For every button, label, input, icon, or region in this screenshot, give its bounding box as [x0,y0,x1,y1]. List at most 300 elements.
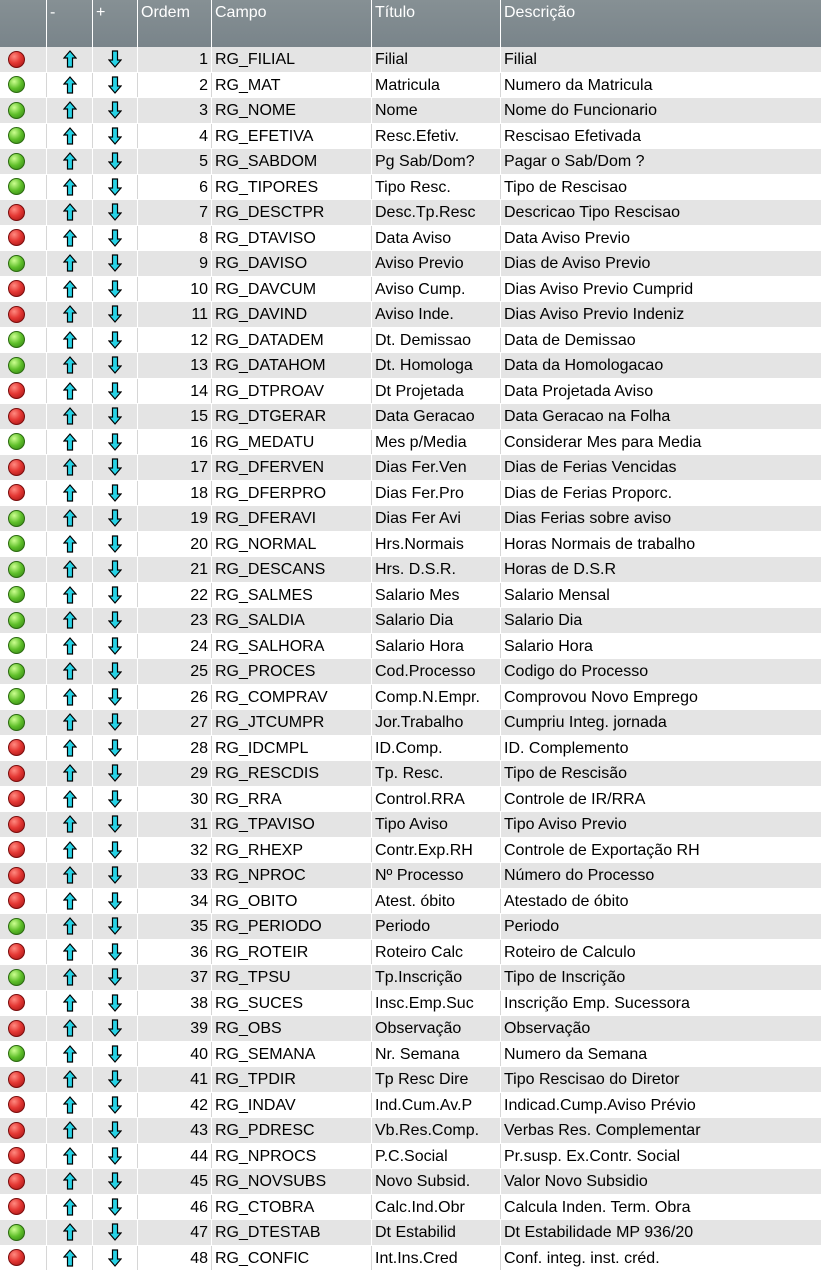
order-cell: 9 [138,251,212,276]
status-cell[interactable] [0,404,47,429]
table-row[interactable] [0,175,821,201]
order-cell: 42 [138,1093,212,1118]
status-cell[interactable] [0,557,47,582]
status-dot-icon [8,1224,25,1241]
field-cell: RG_RHEXP [212,838,372,863]
table-row[interactable] [0,659,821,685]
move-down-button[interactable] [93,251,138,276]
status-cell[interactable] [0,812,47,837]
table-row[interactable] [0,124,821,150]
arrow-down-icon [108,1249,122,1267]
table-row[interactable] [0,838,821,864]
description-cell: Controle de IR/RRA [504,790,646,808]
title-cell: Mes p/Media [372,430,501,455]
arrow-down-icon [108,815,122,833]
move-down-button[interactable] [93,685,138,710]
field-cell: RG_TPSU [212,965,372,990]
move-down-button[interactable] [93,175,138,200]
status-cell[interactable] [0,455,47,480]
status-cell[interactable] [0,659,47,684]
move-down-button[interactable] [93,226,138,251]
title-cell: Int.Ins.Cred [372,1246,501,1271]
move-down-button[interactable] [93,1067,138,1092]
move-up-button[interactable] [47,940,93,965]
move-down-button[interactable] [93,1246,138,1271]
status-cell[interactable] [0,1169,47,1194]
status-cell[interactable] [0,251,47,276]
move-up-button[interactable] [47,965,93,990]
move-down-button[interactable] [93,787,138,812]
arrow-down-icon [108,713,122,731]
move-up-button[interactable] [47,1246,93,1271]
move-down-button[interactable] [93,812,138,837]
status-cell[interactable] [0,940,47,965]
table-row[interactable] [0,583,821,609]
arrow-up-icon [63,305,77,323]
move-up-button[interactable] [47,685,93,710]
title-cell: Vb.Res.Comp. [372,1118,501,1143]
move-down-button[interactable] [93,736,138,761]
field-cell: RG_NORMAL [212,532,372,557]
move-up-button[interactable] [47,1169,93,1194]
status-cell[interactable] [0,991,47,1016]
order-cell: 24 [138,634,212,659]
status-cell[interactable] [0,1067,47,1092]
move-down-button[interactable] [93,1042,138,1067]
table-row[interactable] [0,787,821,813]
field-cell: RG_DTGERAR [212,404,372,429]
status-dot-icon [8,1020,25,1037]
status-cell[interactable] [0,634,47,659]
status-cell[interactable] [0,914,47,939]
arrow-down-icon [108,1121,122,1139]
arrow-up-icon [63,407,77,425]
move-down-button[interactable] [93,1144,138,1169]
move-down-button[interactable] [93,379,138,404]
arrow-up-icon [63,1070,77,1088]
status-cell[interactable] [0,1144,47,1169]
order-cell: 13 [138,353,212,378]
table-row[interactable] [0,557,821,583]
move-down-button[interactable] [93,1220,138,1245]
field-cell: RG_DFERPRO [212,481,372,506]
table-row[interactable] [0,940,821,966]
table-row[interactable] [0,251,821,277]
order-cell: 39 [138,1016,212,1041]
move-up-button[interactable] [47,481,93,506]
status-cell[interactable] [0,1118,47,1143]
status-cell[interactable] [0,787,47,812]
field-cell: RG_DAVCUM [212,277,372,302]
status-cell[interactable] [0,710,47,735]
table-row[interactable] [0,863,821,889]
arrow-up-icon [63,178,77,196]
move-down-button[interactable] [93,455,138,480]
table-row[interactable] [0,506,821,532]
arrow-up-icon [63,433,77,451]
status-cell[interactable] [0,761,47,786]
move-up-button[interactable] [47,251,93,276]
description-cell: Data Projetada Aviso [504,382,654,400]
description-cell: Dias de Ferias Vencidas [504,459,677,476]
column-header-field[interactable]: Campo [212,0,372,47]
status-dot-icon [8,790,25,807]
title-cell: Hrs. D.S.R. [372,557,501,582]
move-up-button[interactable] [47,761,93,786]
arrow-down-icon [108,662,122,680]
table-row[interactable] [0,98,821,124]
table-row[interactable] [0,889,821,915]
description-cell: Data Geracao na Folha [504,408,671,425]
arrow-up-icon [63,458,77,476]
title-cell: Comp.N.Empr. [372,685,501,710]
move-up-button[interactable] [47,736,93,761]
table-row[interactable] [0,710,821,736]
status-cell[interactable] [0,379,47,404]
move-down-button[interactable] [93,1195,138,1220]
status-cell[interactable] [0,736,47,761]
arrow-down-icon [108,917,122,935]
field-cell: RG_MAT [212,73,372,98]
field-cell: RG_DATAHOM [212,353,372,378]
order-cell: 6 [138,175,212,200]
move-up-button[interactable] [47,506,93,531]
status-cell[interactable] [0,175,47,200]
column-header-order[interactable]: Ordem [138,0,212,47]
status-dot-icon [8,1249,25,1266]
order-cell: 10 [138,277,212,302]
order-cell: 5 [138,149,212,174]
arrow-down-icon [108,866,122,884]
table-row[interactable] [0,736,821,762]
field-cell: RG_TPAVISO [212,812,372,837]
table-row[interactable] [0,277,821,303]
status-cell[interactable] [0,149,47,174]
column-header-plus[interactable]: + [93,0,138,47]
arrow-down-icon [108,229,122,247]
status-cell[interactable] [0,1042,47,1067]
move-up-button[interactable] [47,353,93,378]
table-row[interactable] [0,532,821,558]
move-up-button[interactable] [47,200,93,225]
table-row[interactable] [0,634,821,660]
move-down-button[interactable] [93,914,138,939]
move-down-button[interactable] [93,838,138,863]
table-row[interactable] [0,149,821,175]
move-up-button[interactable] [47,812,93,837]
table-row[interactable] [0,761,821,787]
move-down-button[interactable] [93,277,138,302]
order-cell: 3 [138,98,212,123]
move-down-button[interactable] [93,1093,138,1118]
description-cell: Periodo [504,918,560,935]
table-row[interactable] [0,455,821,481]
move-down-button[interactable] [93,710,138,735]
table-row[interactable] [0,302,821,328]
move-up-button[interactable] [47,455,93,480]
status-dot-icon [8,382,25,399]
table-row[interactable] [0,608,821,634]
table-row[interactable] [0,430,821,456]
description-cell: Dias de Aviso Previo [504,255,651,272]
status-cell[interactable] [0,73,47,98]
table-row[interactable] [0,1042,821,1068]
move-down-button[interactable] [93,328,138,353]
move-down-button[interactable] [93,1169,138,1194]
status-cell[interactable] [0,481,47,506]
table-row[interactable] [0,200,821,226]
move-up-button[interactable] [47,1093,93,1118]
status-dot-icon [8,1122,25,1139]
move-down-button[interactable] [93,634,138,659]
move-down-button[interactable] [93,965,138,990]
move-down-button[interactable] [93,532,138,557]
table-row[interactable] [0,914,821,940]
table-row[interactable] [0,353,821,379]
status-cell[interactable] [0,226,47,251]
status-dot-icon [8,408,25,425]
description-cell: Comprovou Novo Emprego [504,688,698,706]
column-header-status[interactable] [0,0,47,47]
arrow-up-icon [63,815,77,833]
table-row[interactable] [0,1195,821,1221]
status-cell[interactable] [0,1016,47,1041]
table-row[interactable] [0,328,821,354]
move-up-button[interactable] [47,73,93,98]
arrow-up-icon [63,356,77,374]
move-up-button[interactable] [47,1195,93,1220]
move-down-button[interactable] [93,889,138,914]
status-dot-icon [8,51,25,68]
arrow-down-icon [108,1172,122,1190]
move-down-button[interactable] [93,430,138,455]
move-up-button[interactable] [47,914,93,939]
arrow-down-icon [108,611,122,629]
status-cell[interactable] [0,965,47,990]
column-header-description[interactable]: Descrição [504,4,576,21]
status-cell[interactable] [0,1246,47,1271]
move-down-button[interactable] [93,1016,138,1041]
move-up-button[interactable] [47,710,93,735]
table-row[interactable] [0,685,821,711]
arrow-up-icon [63,968,77,986]
table-row[interactable] [0,1246,821,1272]
table-row[interactable] [0,1220,821,1246]
status-cell[interactable] [0,98,47,123]
move-up-button[interactable] [47,583,93,608]
field-cell: RG_NPROC [212,863,372,888]
status-cell[interactable] [0,532,47,557]
move-up-button[interactable] [47,991,93,1016]
field-cell: RG_CTOBRA [212,1195,372,1220]
arrow-up-icon [63,560,77,578]
table-row[interactable] [0,1118,821,1144]
field-cell: RG_TIPORES [212,175,372,200]
status-dot-icon [8,637,25,654]
move-up-button[interactable] [47,47,93,72]
description-cell: Horas Normais de trabalho [504,535,696,553]
title-cell: Observação [372,1016,501,1041]
move-up-button[interactable] [47,1042,93,1067]
move-down-button[interactable] [93,583,138,608]
table-row[interactable] [0,1016,821,1042]
move-down-button[interactable] [93,1118,138,1143]
move-down-button[interactable] [93,124,138,149]
arrow-down-icon [108,1019,122,1037]
status-dot-icon [8,280,25,297]
move-up-button[interactable] [47,863,93,888]
move-down-button[interactable] [93,608,138,633]
move-up-button[interactable] [47,838,93,863]
arrow-down-icon [108,509,122,527]
move-up-button[interactable] [47,98,93,123]
status-cell[interactable] [0,1093,47,1118]
move-down-button[interactable] [93,506,138,531]
description-cell: Pr.susp. Ex.Contr. Social [504,1147,681,1165]
move-up-button[interactable] [47,328,93,353]
move-up-button[interactable] [47,1220,93,1245]
field-cell: RG_CONFIC [212,1246,372,1271]
arrow-up-icon [63,1121,77,1139]
move-down-button[interactable] [93,200,138,225]
table-row[interactable] [0,1169,821,1195]
title-cell: Ind.Cum.Av.P [372,1093,501,1118]
move-down-button[interactable] [93,863,138,888]
table-row[interactable] [0,991,821,1017]
table-row[interactable] [0,1093,821,1119]
move-up-button[interactable] [47,1144,93,1169]
move-up-button[interactable] [47,175,93,200]
status-cell[interactable] [0,506,47,531]
move-up-button[interactable] [47,889,93,914]
order-cell: 40 [138,1042,212,1067]
arrow-down-icon [108,560,122,578]
table-row[interactable] [0,73,821,99]
move-up-button[interactable] [47,787,93,812]
status-cell[interactable] [0,302,47,327]
status-cell[interactable] [0,863,47,888]
status-dot-icon [8,255,25,272]
status-cell[interactable] [0,200,47,225]
order-cell: 12 [138,328,212,353]
status-cell[interactable] [0,277,47,302]
move-up-button[interactable] [47,659,93,684]
arrow-down-icon [108,994,122,1012]
title-cell: Pg Sab/Dom? [372,149,501,174]
column-header-minus[interactable]: - [47,0,93,47]
arrow-up-icon [63,1172,77,1190]
move-down-button[interactable] [93,761,138,786]
status-cell[interactable] [0,1220,47,1245]
move-down-button[interactable] [93,47,138,72]
description-cell: Dias de Ferias Proporc. [504,484,673,502]
move-down-button[interactable] [93,353,138,378]
description-cell: Tipo Aviso Previo [504,816,627,833]
table-row[interactable] [0,379,821,405]
move-down-button[interactable] [93,302,138,327]
move-up-button[interactable] [47,1067,93,1092]
arrow-down-icon [108,178,122,196]
move-down-button[interactable] [93,481,138,506]
description-cell: Conf. integ. inst. créd. [504,1249,660,1267]
status-dot-icon [8,357,25,374]
move-up-button[interactable] [47,226,93,251]
move-down-button[interactable] [93,73,138,98]
move-down-button[interactable] [93,557,138,582]
status-cell[interactable] [0,124,47,149]
field-cell: RG_ROTEIR [212,940,372,965]
order-cell: 18 [138,481,212,506]
move-up-button[interactable] [47,608,93,633]
move-up-button[interactable] [47,302,93,327]
table-row[interactable] [0,1067,821,1093]
status-dot-icon [8,1198,25,1215]
order-cell: 28 [138,736,212,761]
table-row[interactable] [0,1144,821,1170]
description-cell: Roteiro de Calculo [504,943,636,961]
status-dot-icon [8,994,25,1011]
arrow-up-icon [63,1096,77,1114]
column-header-title[interactable]: Título [372,0,501,47]
title-cell: Atest. óbito [372,889,501,914]
status-cell[interactable] [0,353,47,378]
status-cell[interactable] [0,328,47,353]
move-down-button[interactable] [93,659,138,684]
table-row[interactable] [0,481,821,507]
status-cell[interactable] [0,889,47,914]
status-cell[interactable] [0,47,47,72]
move-down-button[interactable] [93,991,138,1016]
status-cell[interactable] [0,583,47,608]
table-row[interactable] [0,47,821,73]
move-up-button[interactable] [47,149,93,174]
move-down-button[interactable] [93,149,138,174]
status-cell[interactable] [0,608,47,633]
move-up-button[interactable] [47,1118,93,1143]
move-up-button[interactable] [47,634,93,659]
status-cell[interactable] [0,1195,47,1220]
title-cell: Nome [372,98,501,123]
table-row[interactable] [0,226,821,252]
move-down-button[interactable] [93,940,138,965]
arrow-down-icon [108,688,122,706]
move-up-button[interactable] [47,532,93,557]
order-cell: 4 [138,124,212,149]
move-up-button[interactable] [47,430,93,455]
move-up-button[interactable] [47,1016,93,1041]
title-cell: Data Aviso [372,226,501,251]
move-down-button[interactable] [93,404,138,429]
arrow-down-icon [108,254,122,272]
status-cell[interactable] [0,685,47,710]
move-down-button[interactable] [93,98,138,123]
move-up-button[interactable] [47,557,93,582]
move-up-button[interactable] [47,124,93,149]
move-up-button[interactable] [47,277,93,302]
move-up-button[interactable] [47,404,93,429]
move-up-button[interactable] [47,379,93,404]
status-dot-icon [8,178,25,195]
description-cell: Data da Homologacao [504,357,664,374]
description-cell: Considerar Mes para Media [504,433,702,451]
status-cell[interactable] [0,838,47,863]
table-row[interactable] [0,812,821,838]
status-cell[interactable] [0,430,47,455]
order-cell: 19 [138,506,212,531]
table-row[interactable] [0,404,821,430]
table-row[interactable] [0,965,821,991]
description-cell: Horas de D.S.R [504,561,617,578]
